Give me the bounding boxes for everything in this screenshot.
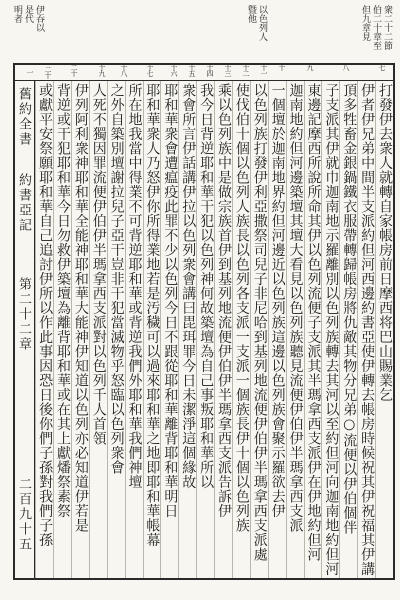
text-column: 子支派其伊就巾迦南地示羅離別以色列族轉去其河以至約但河向迦南地約但河 <box>323 83 340 576</box>
text-body <box>35 81 393 578</box>
text-column: 人死不獨因罪流便伊伯伊半瑪拿西支派對以色列千人首領 <box>89 81 107 578</box>
column-number: 十七 <box>146 64 154 76</box>
column-number: 二十一 <box>26 66 52 78</box>
header-note-line: 是代 <box>23 5 33 23</box>
header-note-line: 但九章見 <box>360 5 370 41</box>
header-note-middle <box>246 5 267 61</box>
column-number: 十四 <box>206 64 214 76</box>
column-number: 八 <box>342 64 350 70</box>
column-number: 十 <box>278 64 286 70</box>
page-number: 二百九十五 <box>16 477 31 552</box>
text-column: 伊者伊兄弟中間半支派約但河西邊約書亞使伊轉去帳房時候祝其伊祝福其伊講 <box>359 83 376 576</box>
column-number: 十六 <box>170 64 178 76</box>
column-number: 九 <box>306 64 314 70</box>
text-column: 伊列阿利衆神耶和華全能神耶和華大能神伊知道以色列亦必知道伊若是 <box>71 81 89 578</box>
chapter-book-name: 約書亞記 <box>16 173 31 233</box>
column-number: 十三 <box>224 64 232 76</box>
margin-column <box>13 81 35 578</box>
column-number: 二十 <box>70 64 78 76</box>
column-number: 十二 <box>242 64 250 76</box>
text-column: 背逆或干犯耶和華今日勿救伊築壇為離背耶和華或在其上獻燔祭素祭 <box>53 81 71 578</box>
header-note-left <box>12 5 44 61</box>
header-note-line: 曁他 <box>246 5 256 23</box>
header-note-line: 衆二十二節 <box>382 5 392 50</box>
header-note-line: 伊吞以 <box>34 5 44 32</box>
text-column: 或獻平安祭願耶和華自己追討伊所以作此事因恐日後你們子孫對我們子孫 <box>35 81 53 578</box>
text-column: 以色列族打發伊利亞撒祭司兒子非尼哈到基列地流便伊伯伊半瑪拿西支派處 <box>250 81 268 578</box>
column-number: 十五 <box>188 64 196 76</box>
column-number: 七 <box>378 64 386 70</box>
text-column: 我今日背逆耶和華干犯以色列神何故築壇為自己事叛耶和華所以 <box>196 81 214 578</box>
text-column: 東邊記摩西所說所命其伊以色列流便子支派其半瑪拿西支派伊在伊地約但河 <box>304 81 322 578</box>
column-number: 十九 <box>98 64 106 76</box>
column-number: 十八 <box>120 64 128 76</box>
text-column: 耶和華衆會遭瘟疫此罪不少以色列今日不跟從耶和華離背耶和華明日 <box>160 81 178 578</box>
text-column: 所在地我當中得業不可背逆耶和華或背逆我們外耶和華我們神壇 <box>125 81 143 578</box>
chapter-number: 第二十二章 <box>16 277 31 352</box>
text-column: 迦南地約但河邊築壇其壇大看見以色列族聽見流便伊伯伊半瑪拿西支派 <box>286 81 304 578</box>
header-note-line: 明者 <box>12 5 22 23</box>
text-column: 衆會所言伊話講伊拉以色列衆會講曰毘珥罪今日未潔淨這個緣故 <box>178 81 196 578</box>
column-number-strip <box>13 63 395 81</box>
book-title: 舊約全書 <box>16 87 31 147</box>
text-column: 耶和華衆人乃怒伊你所得業地若是汚穢可以過來耶和華之地即耶和華帳幕 <box>143 81 161 578</box>
text-column: 一個壇於迦南地界約但河邊近以色列族這邊以色列族會聚示羅欲去伊 <box>268 81 286 578</box>
text-column: 之外自築別壇謝拉兒子亞干豈非干犯當滅物乎怒臨以色列衆會 <box>107 81 125 578</box>
header-note-line: 伯二十章至 <box>371 5 381 50</box>
text-column: 頂多牲畜金銀鍋鐵衣服帶轉歸帳房將仇敵其物分兄弟○流便以伊伯個伴 <box>339 81 357 578</box>
text-column: 打發伊去衆人就轉自家帳房前日摩西将巴山賜業乞 <box>375 81 393 578</box>
text-column: 使伐伯十個以色列人族長以色列各支派一支派一個族長伊十個以色列族 <box>232 81 250 578</box>
header-note-line: 以色列人 <box>257 5 267 41</box>
column-number: 十一 <box>260 64 268 76</box>
text-column: 乘以色列族中是做宗族首伊到基列地流便伊伯伊半瑪拿西支派告訴伊 <box>214 81 232 578</box>
header-note-right <box>360 5 392 61</box>
